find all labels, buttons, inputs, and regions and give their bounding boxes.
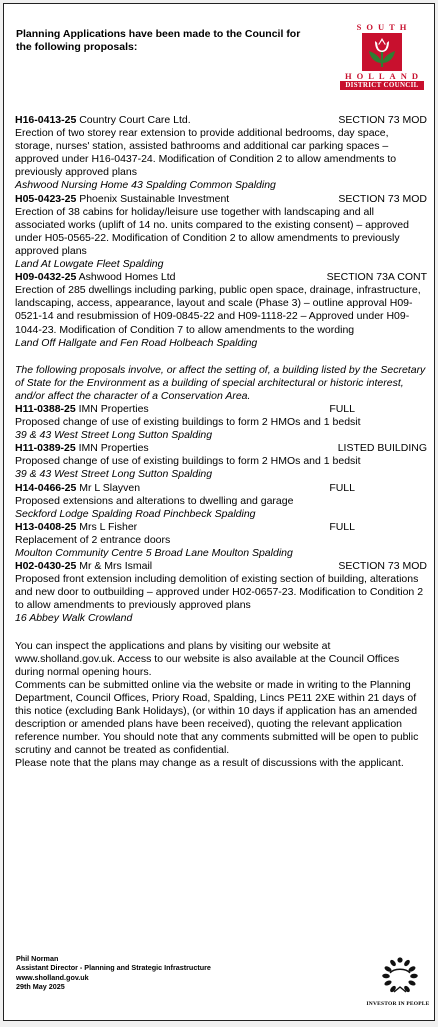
applications-content [15,114,427,771]
application-type: FULL [329,481,355,494]
application-description: Proposed change of use of existing buildings to form 2 HMOs and 1 bedsit [15,455,361,468]
application-ref: H11-0388-25 [15,402,76,415]
laurel-wreath-icon [370,954,430,1001]
listed-building-intro: The following proposals involve, or affect the setting of, a building listed by the Secretary of State for the Environment as a building of special architectural or historic interest, and/or affect the character of a Conservation Area. [15,363,426,402]
application-entry [15,560,427,625]
applicant-name: Mrs L Fisher [79,520,138,533]
tulip-emblem-icon [362,33,402,71]
application-type: SECTION 73 MOD [338,192,427,205]
planning-notice [3,3,435,1021]
application-type: FULL [329,402,355,415]
application-description: Proposed front extension including demolition of existing section of building, alterations and new door to outbuilding – approved under H02-0657-23. Modification to Condition 2 to allow amendments to previously approved plans [15,573,424,612]
application-type: SECTION 73 MOD [338,114,427,126]
application-entry [15,442,427,481]
signature-block [16,954,256,991]
applicant-name: Phoenix Sustainable Investment [79,192,230,205]
application-type: SECTION 73 MOD [338,560,427,573]
application-type: FULL [329,520,355,533]
south-holland-logo [340,22,424,92]
signatory-role: Assistant Director - Planning and Strategic Infrastructure [16,963,211,973]
applicant-name: Ashwood Homes Ltd [78,271,176,284]
signatory-name: Phil Norman [16,954,59,963]
applicant-name: Mr L Slayven [79,481,141,494]
applications-list-standard [15,114,427,350]
application-description: Erection of 38 cabins for holiday/leisure use together with landscaping and all associated works (uplift of 14 no. units compared to the existing consent) – approved under H05-0565-22. Modification of Condition 2 to allow amendments to previously approved plans [15,205,409,257]
investor-in-people-label: INVESTOR IN PEOPLE [366,1001,430,1007]
applicant-name: IMN Properties [78,402,149,415]
notice-date: 29th May 2025 [16,981,65,991]
notice-paragraph-inspect: You can inspect the applications and plans by visiting our website at www.sholland.gov.uk. Access to our website is also available at the Council Offices during normal opening hours. [15,639,400,678]
applicant-name: Country Court Care Ltd. [79,114,191,126]
application-description: Replacement of 2 entrance doors [15,533,171,546]
application-description: Erection of two storey rear extension to provide additional bedrooms, day space, storage, nurses' station, assisted bathrooms and additional car parking spaces – approved under H16-0437-24. Modification of Condition 2 to allow amendments to previously approved plans [15,127,397,179]
application-location: Seckford Lodge Spalding Road Pinchbeck Spalding [15,507,256,520]
application-description: Proposed change of use of existing buildings to form 2 HMOs and 1 bedsit [15,416,361,429]
application-ref: H13-0408-25 [15,520,77,533]
application-ref: H14-0466-25 [15,481,77,494]
application-type: SECTION 73A CONT [326,271,427,284]
application-description: Erection of 285 dwellings including parking, public open space, drainage, infrastructure, landscaping, access, appearance, layout and scale (Phase 3) – outline approval H09-0521-14 and resubmission of H09-0845-22 and H09-1118-22 – Approved under H09-1044-23. Modification of Condition 7 to allow amendments to the wording [15,284,421,336]
application-location: 16 Abbey Walk Crowland [15,612,133,625]
application-entry [15,271,427,350]
application-entry [15,521,427,560]
application-location: Land At Lowgate Fleet Spalding [15,258,164,271]
logo-line-south: SOUTH [356,22,412,32]
council-website: www.sholland.gov.uk [16,972,89,982]
investor-in-people-logo [366,954,430,1007]
application-type: LISTED BUILDING [337,442,427,455]
application-ref: H05-0423-25 [15,192,77,205]
application-location: Ashwood Nursing Home 43 Spalding Common Spalding [15,179,276,192]
logo-line-district-council: DISTRICT COUNCIL [340,81,424,90]
application-ref: H09-0432-25 [15,271,77,284]
application-description: Proposed extensions and alterations to dwelling and garage [15,494,294,507]
applications-list-listed [15,403,427,626]
application-entry [15,403,427,442]
application-ref: H11-0389-25 [15,442,76,455]
application-entry [15,114,427,193]
inspection-notice [15,640,427,771]
application-location: 39 & 43 West Street Long Sutton Spalding [15,468,213,481]
applicant-name: Mr & Mrs Ismail [79,560,153,573]
notice-title: Planning Applications have been made to the Council for the following proposals: [16,28,301,53]
application-location: Land Off Hallgate and Fen Road Holbeach Spalding [15,336,258,349]
notice-paragraph-comments: Comments can be submitted online via the website or made in writing to the Planning Department, Council Offices, Priory Road, Spalding, Lincs PE11 2XE within 21 days of this notice (excluding Bank Holidays), (or within 10 days if application has an amended description or amended plans have been received), quoting the relevant application reference number. You should note that any comments submitted will be open to public scrutiny and cannot be treated as confidential. [15,678,419,757]
applicant-name: IMN Properties [78,442,149,455]
application-location: 39 & 43 West Street Long Sutton Spalding [15,429,213,442]
application-ref: H02-0430-25 [15,560,77,573]
application-ref: H16-0413-25 [15,114,77,126]
application-entry [15,193,427,272]
application-location: Moulton Community Centre 5 Broad Lane Moulton Spalding [15,547,293,559]
notice-paragraph-plans: Please note that the plans may change as a result of discussions with the applicant. [15,757,404,770]
application-entry [15,482,427,521]
logo-line-holland: HOLLAND [345,71,423,81]
